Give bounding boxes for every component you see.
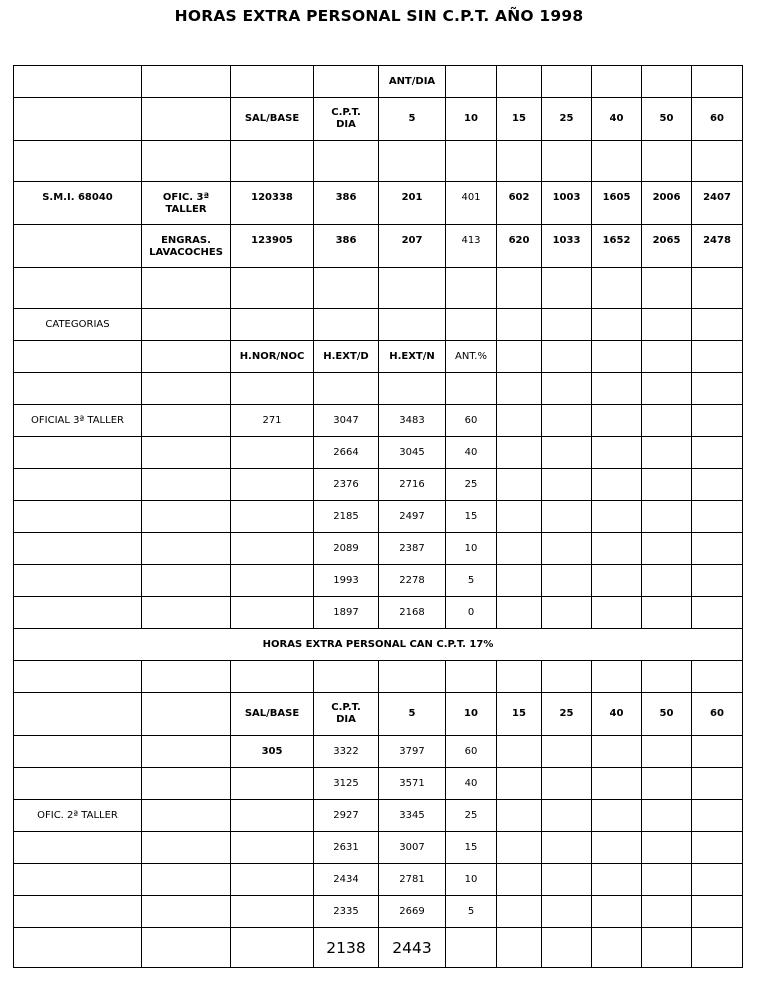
table-row: [14, 309, 743, 341]
category-cell: OFIC. 3ª TALLER: [142, 182, 231, 225]
table-cell: 0: [446, 597, 497, 629]
table-cell: 620: [497, 225, 542, 268]
table-cell: 3345: [379, 800, 446, 832]
ant-header: 15: [497, 693, 542, 736]
table-cell: 3322: [314, 736, 379, 768]
table-cell: 2669: [379, 896, 446, 928]
table-cell: 40: [446, 437, 497, 469]
table-cell: 386: [314, 182, 379, 225]
sal-base-header: SAL/BASE: [231, 98, 314, 141]
table-row: [14, 864, 743, 896]
ant-header: 50: [642, 693, 692, 736]
table-cell: 10: [446, 864, 497, 896]
cpt-dia-header: C.P.T. DIA: [314, 693, 379, 736]
table-cell: 123905: [231, 225, 314, 268]
table-row: [14, 182, 743, 225]
table-row: [14, 768, 743, 800]
ant-header: 25: [542, 693, 592, 736]
table-cell: 2443: [379, 928, 446, 968]
table-cell: 207: [379, 225, 446, 268]
table-row: [14, 629, 743, 661]
ant-header: 10: [446, 693, 497, 736]
table-row: [14, 800, 743, 832]
table-cell: 60: [446, 405, 497, 437]
table-cell: 2434: [314, 864, 379, 896]
table-header-row: [14, 98, 743, 141]
table-row: [14, 736, 743, 768]
table-cell: 2478: [692, 225, 743, 268]
table-cell: 2716: [379, 469, 446, 501]
table-cell: 2168: [379, 597, 446, 629]
table-cell: 3571: [379, 768, 446, 800]
table-cell: 2631: [314, 832, 379, 864]
ant-pct-header: ANT.%: [446, 341, 497, 373]
table-cell: 602: [497, 182, 542, 225]
ant-header: 50: [642, 98, 692, 141]
table-row: [14, 896, 743, 928]
table-cell: 2407: [692, 182, 743, 225]
table-cell: 2335: [314, 896, 379, 928]
table-cell: 2376: [314, 469, 379, 501]
table-cell: 3797: [379, 736, 446, 768]
ant-header: 10: [446, 98, 497, 141]
ant-header: 40: [592, 98, 642, 141]
h-ext-n-header: H.EXT/N: [379, 341, 446, 373]
table-cell: 25: [446, 800, 497, 832]
table-cell: 2781: [379, 864, 446, 896]
ant-header: 15: [497, 98, 542, 141]
table-cell: 271: [231, 405, 314, 437]
table-cell: 10: [446, 533, 497, 565]
table-cell: 5: [446, 896, 497, 928]
table-cell: 2185: [314, 501, 379, 533]
table-cell: 3007: [379, 832, 446, 864]
table-cell: 386: [314, 225, 379, 268]
table-row: [14, 597, 743, 629]
table-cell: 1897: [314, 597, 379, 629]
table-cell: 1033: [542, 225, 592, 268]
table-row: [14, 437, 743, 469]
table-row: [14, 928, 743, 968]
table-cell: 2664: [314, 437, 379, 469]
ant-header: 60: [692, 693, 743, 736]
table-cell: 2006: [642, 182, 692, 225]
h-ext-d-header: H.EXT/D: [314, 341, 379, 373]
ant-header: 5: [379, 98, 446, 141]
table-cell: 60: [446, 736, 497, 768]
table-cell: 3125: [314, 768, 379, 800]
table-row: [14, 501, 743, 533]
ant-header: 40: [592, 693, 642, 736]
table-row: [14, 469, 743, 501]
table-row: [14, 66, 743, 98]
table-cell: 2278: [379, 565, 446, 597]
categorias-label: CATEGORIAS: [14, 309, 142, 341]
table-cell: 40: [446, 768, 497, 800]
table-cell: 15: [446, 832, 497, 864]
table-cell: 2927: [314, 800, 379, 832]
table-row: [14, 832, 743, 864]
table-header-row: [14, 341, 743, 373]
table-cell: 25: [446, 469, 497, 501]
smi-label: S.M.I. 68040: [14, 182, 142, 225]
table-row: [14, 225, 743, 268]
table-cell: 5: [446, 565, 497, 597]
table-cell: 3047: [314, 405, 379, 437]
table-cell: [446, 928, 497, 968]
table-cell: 413: [446, 225, 497, 268]
table-cell: 120338: [231, 182, 314, 225]
table-cell: 3483: [379, 405, 446, 437]
table-cell: 1605: [592, 182, 642, 225]
ant-header: 60: [692, 98, 743, 141]
ant-header: 25: [542, 98, 592, 141]
category-label: OFIC. 2ª TALLER: [14, 800, 142, 832]
table-cell: 1993: [314, 565, 379, 597]
table-row: [14, 533, 743, 565]
table-cell: 2387: [379, 533, 446, 565]
table-cell: 1652: [592, 225, 642, 268]
ant-dia-header: ANT/DIA: [379, 66, 446, 98]
table-cell: 3045: [379, 437, 446, 469]
cpt-dia-header: C.P.T. DIA: [314, 98, 379, 141]
overtime-table: [13, 65, 743, 968]
table-cell: 1003: [542, 182, 592, 225]
category-label: OFICIAL 3ª TALLER: [14, 405, 142, 437]
sal-base-header: SAL/BASE: [231, 693, 314, 736]
section-heading: HORAS EXTRA PERSONAL CAN C.P.T. 17%: [14, 629, 743, 661]
table-row: [14, 565, 743, 597]
table-cell: 2089: [314, 533, 379, 565]
table-cell: 15: [446, 501, 497, 533]
table-cell: 2497: [379, 501, 446, 533]
page-title: HORAS EXTRA PERSONAL SIN C.P.T. AÑO 1998: [174, 7, 584, 25]
table-cell: 2065: [642, 225, 692, 268]
ant-header: 5: [379, 693, 446, 736]
table-header-row: [14, 693, 743, 736]
category-cell: ENGRAS. LAVACOCHES: [142, 225, 231, 268]
table-cell: 2138: [314, 928, 379, 968]
table-cell: 305: [231, 736, 314, 768]
table-cell: 401: [446, 182, 497, 225]
table-row: [14, 405, 743, 437]
table-cell: 201: [379, 182, 446, 225]
h-nor-noc-header: H.NOR/NOC: [231, 341, 314, 373]
